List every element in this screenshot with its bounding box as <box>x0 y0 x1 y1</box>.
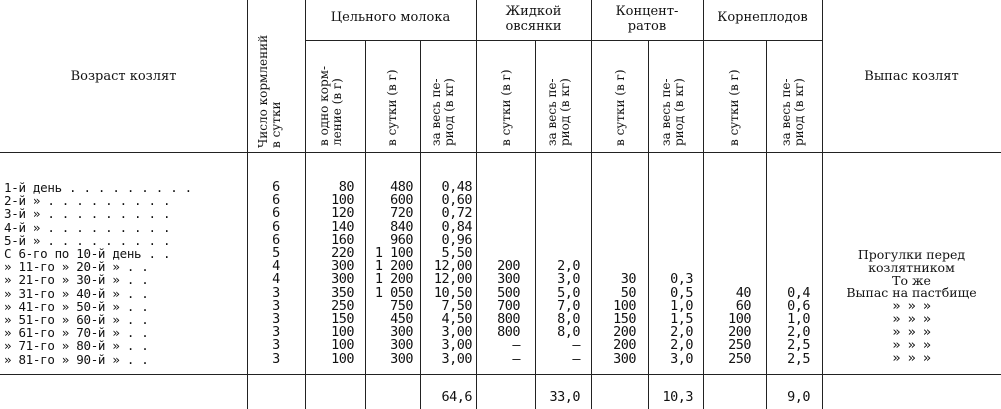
cell-milkp: 0,60 <box>441 192 472 209</box>
cell-oatd: — <box>512 350 520 367</box>
cell-oatd: 700 <box>497 297 520 314</box>
cell-age: » 11-го » 20-й » . . <box>4 259 149 275</box>
cell-concd: 30 <box>620 271 636 288</box>
cell-feed: 6 <box>272 231 280 248</box>
cell-oatd: 500 <box>497 284 520 301</box>
cell-milkp: 3,00 <box>441 324 472 341</box>
cell-feed: 3 <box>272 350 280 367</box>
cell-feed: 5 <box>272 245 280 261</box>
cell-milkd: 1 200 <box>374 258 413 275</box>
cell-oatp: 3,0 <box>557 271 580 288</box>
cell-milk1: 300 <box>331 271 354 288</box>
total-roots: 9,0 <box>787 389 810 405</box>
cell-age: » 21-го » 30-й » . . <box>4 272 149 288</box>
cell-age: » 31-го » 40-й » . . <box>4 285 149 301</box>
total-milk: 64,6 <box>441 389 472 405</box>
cell-milk1: 100 <box>331 337 354 354</box>
header-milk-per-feeding: в одно корм- ление (в г) <box>317 65 344 146</box>
cell-milkp: 12,00 <box>433 258 472 275</box>
cell-age: » 61-го » 70-й » . . <box>4 325 149 341</box>
header-oat: Жидкой овсянки <box>505 4 562 34</box>
pasture-note: » » » <box>892 324 931 340</box>
header-conc-per-period: за весь пе- риод (в кг) <box>659 78 686 146</box>
grid-line <box>305 40 822 41</box>
header-whole-milk: Цельного молока <box>330 10 451 25</box>
cell-milkd: 300 <box>390 324 413 341</box>
cell-concp: 3,0 <box>670 350 693 367</box>
cell-age: » 81-го » 90-й » . . <box>4 351 149 367</box>
header-concentrates: Концент- ратов <box>615 4 679 34</box>
grid-line <box>0 152 1001 153</box>
cell-age: » 71-го » 80-й » . . <box>4 338 149 354</box>
header-roots-per-day: в сутки (в г) <box>727 69 741 146</box>
cell-age: » 51-го » 60-й » . . <box>4 312 149 327</box>
cell-milk1: 160 <box>331 231 354 248</box>
cell-feed: 4 <box>272 271 280 288</box>
cell-milkd: 1 200 <box>374 271 413 288</box>
cell-concd: 200 <box>613 337 636 354</box>
cell-age: 3-й » . . . . . . . . . <box>4 206 171 222</box>
cell-oatp: 2,0 <box>557 258 580 275</box>
header-pasture: Выпас козлят <box>864 69 959 84</box>
cell-feed: 6 <box>272 218 280 235</box>
pasture-note: » » » <box>892 298 931 314</box>
cell-milkd: 840 <box>390 218 413 235</box>
cell-concd: 200 <box>613 324 636 341</box>
cell-feed: 4 <box>272 258 280 275</box>
cell-milkp: 4,50 <box>441 311 472 327</box>
cell-milkd: 300 <box>390 337 413 354</box>
cell-milk1: 140 <box>331 218 354 235</box>
cell-milk1: 220 <box>331 245 354 261</box>
cell-milkd: 750 <box>390 297 413 314</box>
cell-age: 2-й » . . . . . . . . . <box>4 193 171 209</box>
cell-milkd: 480 <box>390 179 413 195</box>
cell-age: 5-й » . . . . . . . . . <box>4 232 171 248</box>
cell-milkp: 5,50 <box>441 245 472 261</box>
cell-milk1: 100 <box>331 324 354 341</box>
cell-milkp: 3,00 <box>441 337 472 354</box>
cell-oatd: 800 <box>497 311 520 327</box>
header-feedings: Число кормлений в сутки <box>256 34 283 148</box>
cell-rootd: 250 <box>728 350 751 367</box>
pasture-note: » » » <box>892 350 931 366</box>
cell-age: » 41-го » 50-й » . . <box>4 298 149 314</box>
pasture-note: » » » <box>892 311 931 327</box>
total-concentrates: 10,3 <box>662 389 693 405</box>
pasture-note: » » » <box>892 337 931 353</box>
cell-oatd: 300 <box>497 271 520 288</box>
cell-oatp: 8,0 <box>557 324 580 341</box>
cell-milkp: 3,00 <box>441 350 472 367</box>
cell-oatd: — <box>512 337 520 354</box>
cell-rootp: 0,4 <box>787 284 810 301</box>
cell-milkp: 0,72 <box>441 205 472 222</box>
cell-feed: 3 <box>272 284 280 301</box>
cell-milk1: 120 <box>331 205 354 222</box>
cell-age: С 6-го по 10-й день . . <box>4 246 171 261</box>
header-age: Возраст козлят <box>70 69 177 84</box>
cell-milkp: 12,00 <box>433 271 472 288</box>
cell-rootd: 40 <box>735 284 751 301</box>
cell-concp: 2,0 <box>670 324 693 341</box>
cell-milkp: 0,96 <box>441 231 472 248</box>
cell-milk1: 80 <box>338 179 354 195</box>
header-roots-per-period: за весь пе- риод (в кг) <box>779 78 806 146</box>
cell-oatd: 800 <box>497 324 520 341</box>
cell-concd: 50 <box>620 284 636 301</box>
cell-feed: 3 <box>272 324 280 341</box>
cell-milk1: 100 <box>331 192 354 209</box>
cell-feed: 6 <box>272 179 280 195</box>
cell-oatp: 7,0 <box>557 297 580 314</box>
cell-milk1: 100 <box>331 350 354 367</box>
header-conc-per-day: в сутки (в г) <box>613 69 627 146</box>
cell-feed: 6 <box>272 192 280 209</box>
header-roots: Корнеплодов <box>717 10 808 25</box>
cell-age: 4-й » . . . . . . . . . <box>4 219 171 235</box>
cell-concp: 0,3 <box>670 271 693 288</box>
cell-milkp: 0,48 <box>441 179 472 195</box>
cell-milk1: 150 <box>331 311 354 327</box>
cell-milkd: 720 <box>390 205 413 222</box>
grid-line <box>0 374 1001 375</box>
header-milk-per-period: за весь пе- риод (в кг) <box>429 78 456 146</box>
pasture-note: козлятником <box>868 260 955 275</box>
cell-feed: 3 <box>272 297 280 314</box>
cell-milkd: 450 <box>390 311 413 327</box>
cell-milkd: 1 050 <box>374 284 413 301</box>
header-milk-per-day: в сутки (в г) <box>385 69 399 146</box>
cell-feed: 3 <box>272 337 280 354</box>
cell-milk1: 300 <box>331 258 354 275</box>
cell-rootp: 2,0 <box>787 324 810 341</box>
pasture-note: Выпас на пастбище <box>846 285 977 300</box>
total-oat: 33,0 <box>549 389 580 405</box>
cell-milk1: 350 <box>331 284 354 301</box>
cell-oatd: 200 <box>497 258 520 275</box>
cell-rootd: 250 <box>728 337 751 354</box>
cell-milk1: 250 <box>331 297 354 314</box>
cell-oatp: 8,0 <box>557 311 580 327</box>
cell-rootd: 60 <box>735 297 751 314</box>
cell-rootp: 1,0 <box>787 311 810 327</box>
pasture-note: То же <box>892 273 931 288</box>
cell-rootp: 0,6 <box>787 297 810 314</box>
header-oat-per-day: в сутки (в г) <box>499 69 513 146</box>
pasture-note: Прогулки перед <box>857 247 966 262</box>
cell-concp: 0,5 <box>670 284 693 301</box>
cell-rootp: 2,5 <box>787 337 810 354</box>
cell-rootp: 2,5 <box>787 350 810 367</box>
cell-milkd: 300 <box>390 350 413 367</box>
cell-feed: 3 <box>272 311 280 327</box>
cell-milkd: 600 <box>390 192 413 209</box>
cell-milkd: 960 <box>390 231 413 248</box>
cell-milkp: 7,50 <box>441 297 472 314</box>
cell-milkp: 0,84 <box>441 218 472 235</box>
cell-concp: 2,0 <box>670 337 693 354</box>
cell-feed: 6 <box>272 205 280 222</box>
cell-concd: 300 <box>613 350 636 367</box>
cell-age: 1-й день . . . . . . . . . <box>4 180 192 195</box>
cell-oatp: 5,0 <box>557 284 580 301</box>
header-oat-per-period: за весь пе- риод (в кг) <box>545 78 572 146</box>
cell-oatp: — <box>572 350 580 367</box>
cell-oatp: — <box>572 337 580 354</box>
cell-concd: 150 <box>613 311 636 327</box>
cell-concp: 1,5 <box>670 311 693 327</box>
cell-concd: 100 <box>613 297 636 314</box>
cell-rootd: 200 <box>728 324 751 341</box>
cell-milkd: 1 100 <box>374 245 413 261</box>
cell-concp: 1,0 <box>670 297 693 314</box>
cell-milkp: 10,50 <box>433 284 472 301</box>
cell-rootd: 100 <box>728 311 751 327</box>
